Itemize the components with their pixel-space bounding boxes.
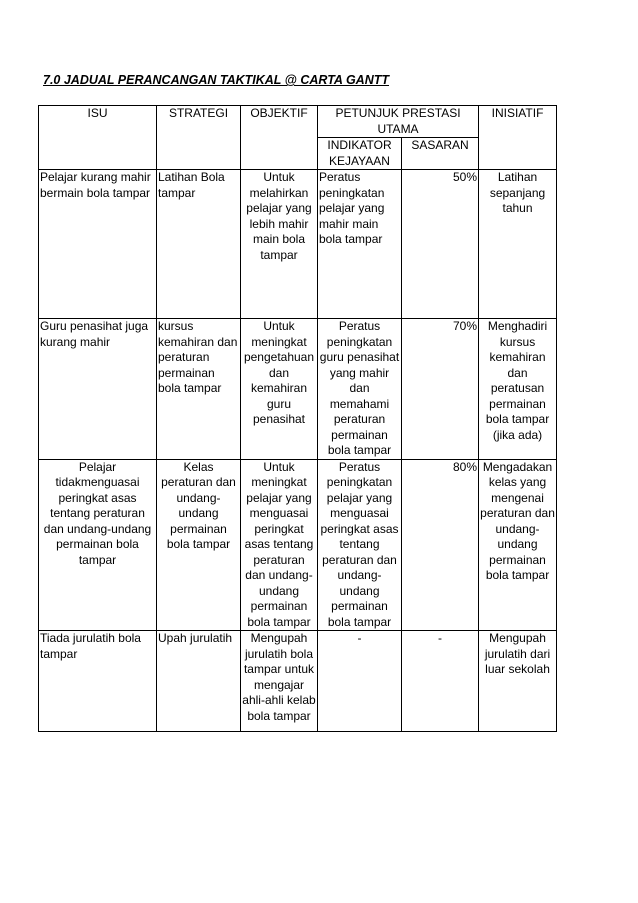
cell-indikator: Peratus peningkatan guru penasihat yang mahir dan memahami peraturan permainan bola tampar: [318, 319, 402, 460]
header-strategi: STRATEGI: [157, 106, 241, 170]
header-row-1: [39, 106, 557, 138]
header-petunjuk-prestasi: PETUNJUK PRESTASI UTAMA: [318, 106, 479, 138]
cell-sasaran: 80%: [402, 459, 479, 631]
header-inisiatif: INISIATIF: [479, 106, 557, 170]
document-title: 7.0 JADUAL PERANCANGAN TAKTIKAL @ CARTA GANTT: [43, 73, 389, 87]
cell-sasaran: -: [402, 631, 479, 732]
table-row: [39, 319, 557, 460]
header-isu: ISU: [39, 106, 157, 170]
cell-sasaran: 70%: [402, 319, 479, 460]
cell-strategi: Latihan Bola tampar: [157, 170, 241, 319]
cell-sasaran: 50%: [402, 170, 479, 319]
cell-strategi: Kelas peraturan dan undang-undang permainan bola tampar: [157, 459, 241, 631]
cell-objektif: Untuk melahirkan pelajar yang lebih mahir main bola tampar: [241, 170, 318, 319]
header-objektif: OBJEKTIF: [241, 106, 318, 170]
header-indikator: INDIKATOR KEJAYAAN: [318, 138, 402, 170]
cell-indikator: Peratus peningkatan pelajar yang mahir main bola tampar: [318, 170, 402, 319]
table-row: [39, 631, 557, 732]
cell-strategi: kursus kemahiran dan peraturan permainan bola tampar: [157, 319, 241, 460]
cell-isu: Pelajar kurang mahir bermain bola tampar: [39, 170, 157, 319]
cell-objektif: Untuk meningkat pengetahuan dan kemahiran guru penasihat: [241, 319, 318, 460]
cell-isu: Pelajar tidakmenguasai peringkat asas tentang peraturan dan undang-undang permainan bola tampar: [39, 459, 157, 631]
table-row: [39, 459, 557, 631]
cell-isu: Guru penasihat juga kurang mahir: [39, 319, 157, 460]
cell-inisiatif: Latihan sepanjang tahun: [479, 170, 557, 319]
cell-indikator: Peratus peningkatan pelajar yang menguasai peringkat asas tentang peraturan dan undang-undang permainan bola tampar: [318, 459, 402, 631]
cell-inisiatif: Menghadiri kursus kemahiran dan peratusan permainan bola tampar (jika ada): [479, 319, 557, 460]
cell-inisiatif: Mengadakan kelas yang mengenai peraturan dan undang-undang permainan bola tampar: [479, 459, 557, 631]
cell-inisiatif: Mengupah jurulatih dari luar sekolah: [479, 631, 557, 732]
cell-objektif: Untuk meningkat pelajar yang menguasai peringkat asas tentang peraturan dan undang-undang permainan bola tampar: [241, 459, 318, 631]
cell-indikator: -: [318, 631, 402, 732]
cell-objektif: Mengupah jurulatih bola tampar untuk mengajar ahli-ahli kelab bola tampar: [241, 631, 318, 732]
tactical-planning-table: [38, 105, 557, 732]
table-row: [39, 170, 557, 319]
cell-strategi: Upah jurulatih: [157, 631, 241, 732]
cell-isu: Tiada jurulatih bola tampar: [39, 631, 157, 732]
header-sasaran: SASARAN: [402, 138, 479, 170]
